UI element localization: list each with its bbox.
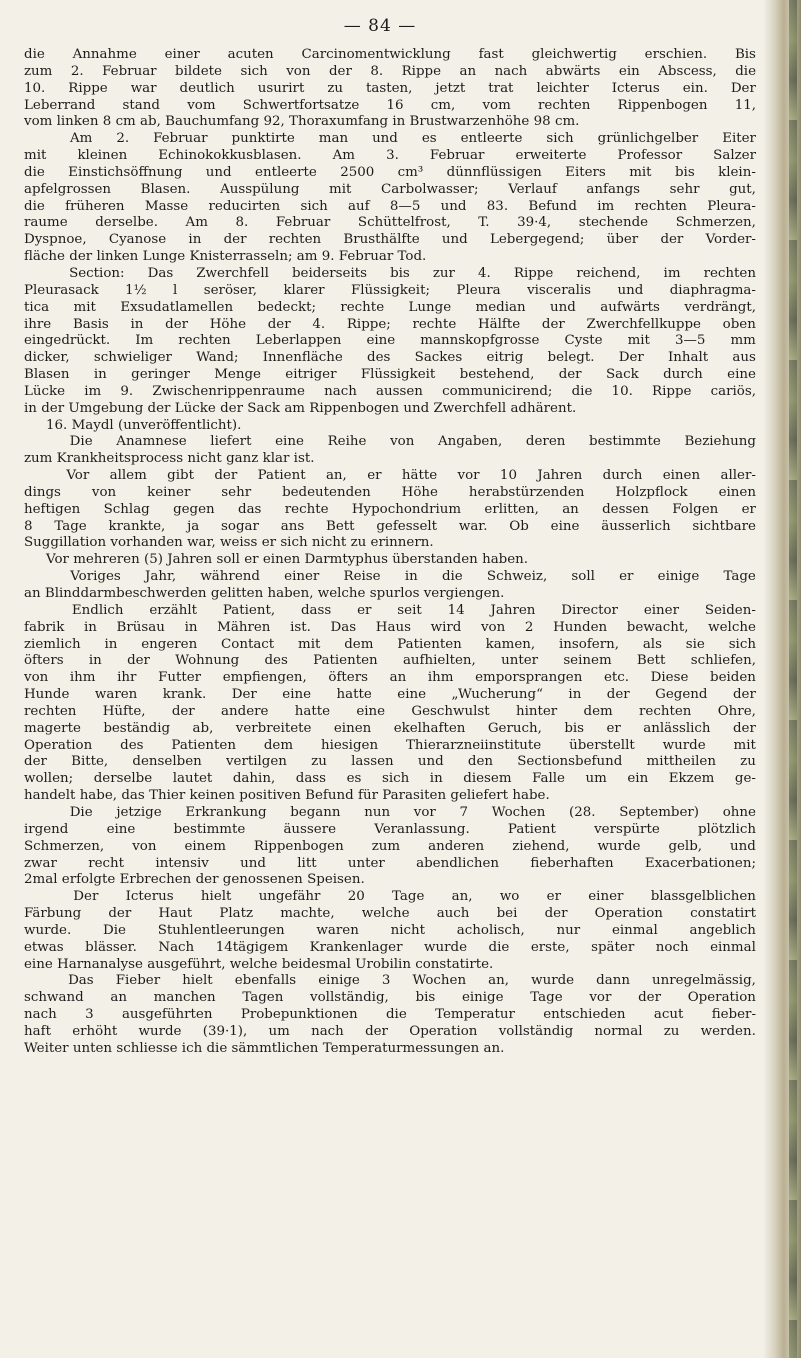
text-line: Dyspnoe, Cyanose in der rechten Brusthälfte und Lebergegend; über der Vorder-	[24, 232, 756, 248]
text-line: zum Krankheitsprocess nicht ganz klar ist.	[24, 451, 315, 467]
text-line: Section: Das Zwerchfell beiderseits bis zur 4. Rippe reichend, im rechten	[69, 265, 756, 281]
text-line: Pleurasack 1½ l seröser, klarer Flüssigkeit; Pleura visceralis und diaphragma-	[24, 282, 756, 298]
text-line: 16. Maydl (unveröffentlicht).	[46, 417, 242, 433]
text-line: fabrik in Brüsau in Mähren ist. Das Haus wird von 2 Hunden bewacht, welche	[24, 619, 756, 635]
text-line: schwand an manchen Tagen vollständig, bis einige Tage vor der Operation	[24, 990, 756, 1006]
text-line: etwas blässer. Nach 14tägigem Krankenlager wurde die erste, später noch einmal	[24, 939, 756, 955]
text-line: wollen; derselbe lautet dahin, dass es sich in diesem Falle um ein Ekzem ge-	[24, 771, 756, 787]
text-line: handelt habe, das Thier keinen positiven Befund für Parasiten geliefert habe.	[24, 788, 550, 804]
text-line: Weiter unten schliesse ich die sämmtlichen Temperaturmessungen an.	[24, 1040, 505, 1056]
text-line: 10. Rippe war deutlich usurirt zu tasten, jetzt trat leichter Icterus ein. Der	[24, 80, 756, 96]
text-line: ziemlich in engeren Contact mit dem Patienten kamen, insofern, als sie sich	[24, 636, 756, 652]
text-line: eine Harnanalyse ausgeführt, welche beidesmal Urobilin constatirte.	[24, 956, 494, 972]
text-line: von ihm ihr Futter empfiengen, öfters an ihm emporsprangen etc. Diese beiden	[24, 670, 756, 686]
text-line: fläche der linken Lunge Knisterrasseln; am 9. Februar Tod.	[24, 249, 427, 265]
text-line: öfters in der Wohnung des Patienten aufhielten, unter seinem Bett schliefen,	[24, 653, 756, 669]
text-line: magerte beständig ab, verbreitete einen ekelhaften Geruch, bis er anlässlich der	[24, 720, 756, 736]
text-line: dings von keiner sehr bedeutenden Höhe herabstürzenden Holzpflock einen	[24, 484, 756, 500]
text-line: Die Anamnese liefert eine Reihe von Angaben, deren bestimmte Beziehung	[69, 434, 756, 450]
text-line: Vor mehreren (5) Jahren soll er einen Darmtyphus überstanden haben.	[46, 552, 529, 568]
text-line: Endlich erzählt Patient, dass er seit 14 Jahren Director einer Seiden-	[71, 602, 756, 618]
text-line: ihre Basis in der Höhe der 4. Rippe; rechte Hälfte der Zwerchfellkuppe oben	[24, 316, 756, 332]
text-line: Operation des Patienten dem hiesigen Thierarzneiinstitute überstellt wurde mit	[24, 737, 756, 753]
text-line: apfelgrossen Blasen. Ausspülung mit Carbolwasser; Verlauf anfangs sehr gut,	[24, 181, 756, 197]
text-line: Am 2. Februar punktirte man und es entleerte sich grünlichgelber Eiter	[69, 131, 756, 147]
text-line: tica mit Exsudatlamellen bedeckt; rechte Lunge median und aufwärts verdrängt,	[24, 299, 756, 315]
text-line: Hunde waren krank. Der eine hatte eine „Wucherung“ in der Gegend der	[24, 687, 756, 703]
text-line: nach 3 ausgeführten Probepunktionen die Temperatur entschieden acut fieber-	[24, 1007, 756, 1023]
text-line: Voriges Jahr, während einer Reise in die Schweiz, soll er einige Tage	[70, 569, 756, 585]
page-edge-strip	[789, 0, 797, 1358]
text-line: Der Icterus hielt ungefähr 20 Tage an, wo er einer blassgelblichen	[73, 889, 756, 905]
text-line: der Bitte, denselben vertilgen zu lassen und den Sectionsbefund mittheilen zu	[24, 754, 756, 770]
page-number: — 84 —	[343, 16, 417, 36]
text-line: dicker, schwieliger Wand; Innenfläche des Sackes eitrig belegt. Der Inhalt aus	[24, 350, 756, 366]
text-line: an Blinddarmbeschwerden gelitten haben, welche spurlos vergiengen.	[24, 586, 505, 601]
text-line: Die jetzige Erkrankung begann nun vor 7 Wochen (28. September) ohne	[69, 804, 756, 820]
text-line: 8 Tage krankte, ja sogar ans Bett gefesselt war. Ob eine äusserlich sichtbare	[24, 518, 756, 534]
text-line: Suggillation vorhanden war, weiss er sich nicht zu erinnern.	[24, 535, 434, 551]
text-line: Färbung der Haut Platz machte, welche auch bei der Operation constatirt	[24, 906, 756, 922]
text-line: Lücke im 9. Zwischenrippenraume nach aussen communicirend; die 10. Rippe cariös,	[24, 383, 756, 399]
text-line: 2mal erfolgte Erbrechen der genossenen Speisen.	[24, 872, 365, 888]
text-line: zwar recht intensiv und litt unter abendlichen fieberhaften Exacerbationen;	[24, 855, 756, 871]
text-line: Blasen in geringer Menge eitriger Flüssigkeit bestehend, der Sack durch eine	[24, 367, 756, 383]
text-line: die Annahme einer acuten Carcinomentwicklung fast gleichwertig erschien. Bis	[24, 47, 756, 62]
text-line: zum 2. Februar bildete sich von der 8. Rippe an nach abwärts ein Abscess, die	[24, 63, 756, 79]
text-line: Das Fieber hielt ebenfalls einige 3 Wochen an, wurde dann unregelmässig,	[68, 973, 756, 989]
text-line: rechten Hüfte, der andere hatte eine Geschwulst hinter dem rechten Ohre,	[24, 703, 756, 719]
text-line: die früheren Masse reducirten sich auf 8—5 und 83. Befund im rechten Pleura-	[24, 198, 756, 214]
text-line: Schmerzen, von einem Rippenbogen zum anderen ziehend, wurde gelb, und	[24, 838, 756, 854]
text-line: eingedrückt. Im rechten Leberlappen eine mannskopfgrosse Cyste mit 3—5 mm	[24, 333, 756, 349]
text-line: Vor allem gibt der Patient an, er hätte vor 10 Jahren durch einen aller-	[66, 468, 756, 484]
body-text	[24, 47, 756, 1058]
text-line: Leberrand stand vom Schwertfortsatze 16 cm, vom rechten Rippenbogen 11,	[24, 97, 756, 113]
text-line: die Einstichsöffnung und entleerte 2500 cm³ dünnflüssigen Eiters mit bis klein-	[24, 164, 756, 180]
text-line: raume derselbe. Am 8. Februar Schüttelfrost, T. 39·4, stechende Schmerzen,	[24, 215, 756, 231]
text-line: irgend eine bestimmte äussere Veranlassung. Patient verspürte plötzlich	[24, 821, 756, 837]
text-line: vom linken 8 cm ab, Bauchumfang 92, Thoraxumfang in Brustwarzenhöhe 98 cm.	[24, 114, 580, 130]
text-line: heftigen Schlag gegen das rechte Hypochondrium erlitten, an dessen Folgen er	[24, 501, 756, 517]
text-line: in der Umgebung der Lücke der Sack am Rippenbogen und Zwerchfell adhärent.	[24, 400, 577, 416]
text-line: haft erhöht wurde (39·1), um nach der Operation vollständig normal zu werden.	[24, 1023, 756, 1039]
text-line: wurde. Die Stuhlentleerungen waren nicht acholisch, nur einmal angeblich	[24, 922, 756, 938]
text-line: mit kleinen Echinokokkusblasen. Am 3. Februar erweiterte Professor Salzer	[24, 148, 756, 164]
